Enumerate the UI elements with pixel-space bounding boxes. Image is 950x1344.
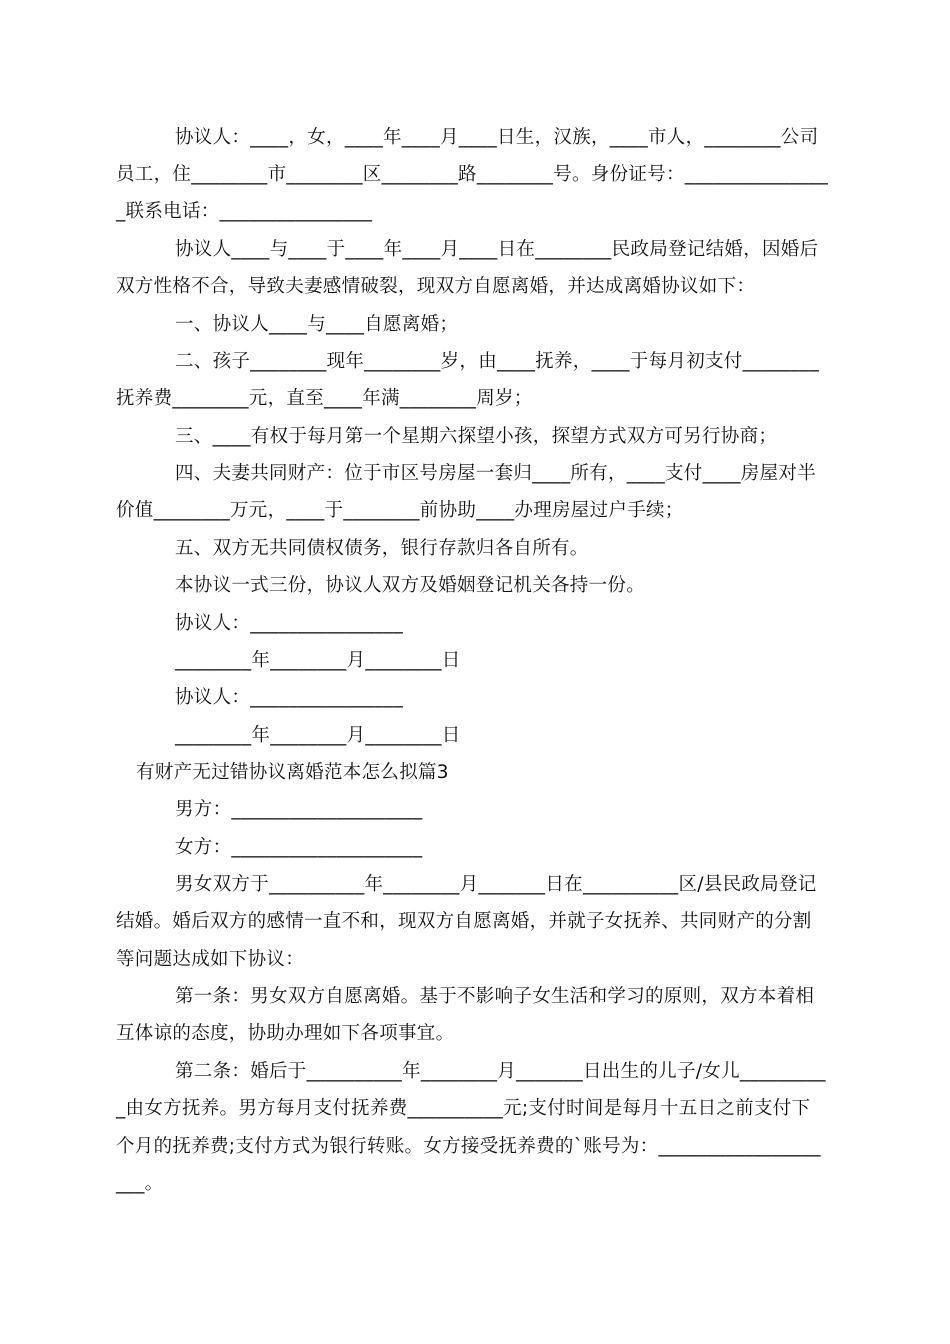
text-line: 抚养费________元，直至____年满________周岁； [116,388,533,409]
text-line: 员工，住________市________区________路________号。身份证号：_______________ [116,164,829,185]
text-line: _由女方抚养。男方每月支付抚养费__________元;支付时间是每月十五日之前支付下 [116,1098,811,1119]
text-line: 互体谅的态度，协助办理如下各项事宜。 [116,1023,455,1044]
text-line: 三、____有权于每月第一个星期六探望小孩，探望方式双方可另行协商； [175,426,778,447]
signature-line: 协议人：________________ [175,613,404,634]
text-line: 第二条：婚后于__________年________月_______日出生的儿子/女儿_________ [175,1061,826,1082]
text-line: 四、夫妻共同财产：位于市区号房屋一套归____所有，____支付____房屋对半 [175,463,817,484]
text-line: 协议人____与____于____年____月____日在________民政局登记结婚，因婚后 [175,239,819,260]
signature-line: 协议人：________________ [175,687,404,708]
text-line: 男女双方于__________年________月_______日在__________区/县民政局登记 [175,874,817,895]
text-line: 结婚。婚后双方的感情一直不和，现双方自愿离婚，并就子女抚养、共同财产的分割 [116,911,812,932]
text-line: 个月的抚养费;支付方式为银行转账。女方接受抚养费的`账号为：_________________ [116,1136,821,1157]
date-line: ________年________月________日 [175,650,461,671]
text-line: 本协议一式三份，协议人双方及婚姻登记机关各持一份。 [175,575,646,596]
date-line: ________年________月________日 [175,725,461,746]
text-line: 价值________万元，____于________前协助____办理房屋过户手续； [116,500,684,521]
text-line: 女方：____________________ [175,837,423,858]
text-line: 五、双方无共同债权债务，银行存款归各自所有。 [175,538,589,559]
section-heading: 有财产无过错协议离婚范本怎么拟篇3 [136,762,449,783]
text-line: ___。 [116,1173,164,1194]
text-line: 男方：____________________ [175,799,423,820]
text-line: 双方性格不合，导致夫妻感情破裂，现双方自愿离婚，并达成离婚协议如下： [116,276,756,297]
text-line: 第一条：男女双方自愿离婚。基于不影响子女生活和学习的原则，双方本着相 [175,986,815,1007]
text-line: _联系电话：________________ [116,201,373,222]
text-line: 等问题达成如下协议： [116,949,305,970]
text-line: 协议人：____，女，____年____月____日生，汉族，____市人，________公司 [175,127,819,148]
text-line: 二、孩子________现年________岁，由____抚养，____于每月初支付________ [175,351,820,372]
text-line: 一、协议人____与____自愿离婚； [175,314,459,335]
